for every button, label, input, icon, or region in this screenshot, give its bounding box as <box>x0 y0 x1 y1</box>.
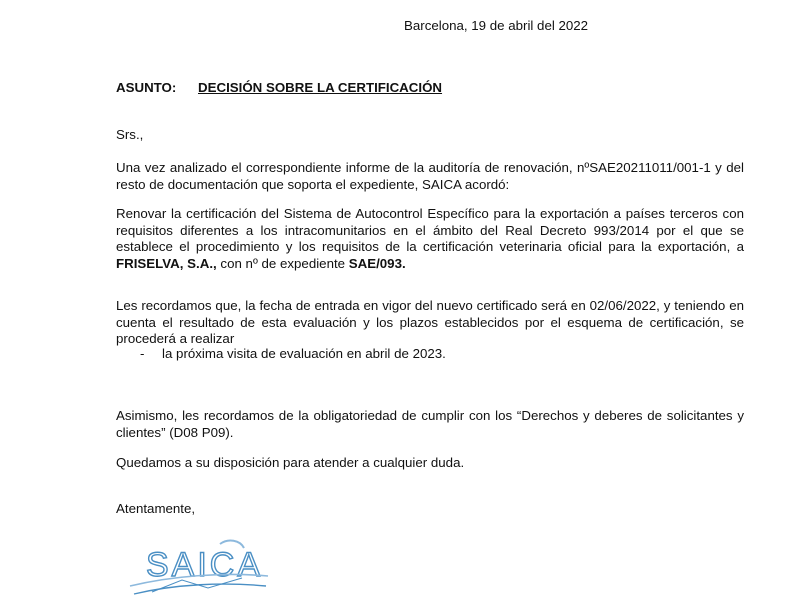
bullet-text: la próxima visita de evaluación en abril de 2023. <box>162 346 446 361</box>
logo-wordmark: SAICA <box>146 546 264 584</box>
paragraph-rights-duties: Asimismo, les recordamos de la obligatoriedad de cumplir con los “Derechos y deberes de solicitantes y clientes” (D08 P09). <box>116 408 744 440</box>
subject-title: DECISIÓN SOBRE LA CERTIFICACIÓN <box>198 80 443 95</box>
company-name: FRISELVA, S.A., <box>116 255 217 271</box>
bullet-marker: - <box>140 346 145 361</box>
closing: Atentamente, <box>116 501 196 516</box>
paragraph-audit-analysis: Una vez analizado el correspondiente informe de la auditoría de renovación, nºSAE20211011/001-1 y del resto de documentación que soporta el expediente, SAICA acordó: <box>116 160 744 192</box>
saica-logo-graphic <box>112 536 272 600</box>
date-line: Barcelona, 19 de abril del 2022 <box>404 18 589 33</box>
greeting: Srs., <box>116 127 144 142</box>
file-number-text: con nº de expediente <box>216 255 349 271</box>
paragraph-certification-renewal <box>116 206 744 272</box>
saica-logo <box>112 536 272 600</box>
list-item <box>140 346 446 363</box>
paragraph-certificate-dates: Les recordamos que, la fecha de entrada en vigor del nuevo certificado será en 02/06/2022, y teniendo en cuenta el resultado de esta evaluación y los plazos establecidos por el esquema de certificación, se procederá a realizar <box>116 298 744 346</box>
paragraph-availability: Quedamos a su disposición para atender a cualquier duda. <box>116 455 465 470</box>
subject-line <box>116 80 442 97</box>
file-number: SAE/093. <box>348 255 406 271</box>
subject-label: ASUNTO: <box>116 80 177 95</box>
renewal-text: Renovar la certificación del Sistema de Autocontrol Específico para la exportación a países terceros con requisitos diferentes a los intracomunitarios en el ámbito del Real Decreto 993/2014 por el que se establece el procedimiento y los requisitos de la certificación veterinaria oficial para la exportación, a <box>116 206 744 254</box>
